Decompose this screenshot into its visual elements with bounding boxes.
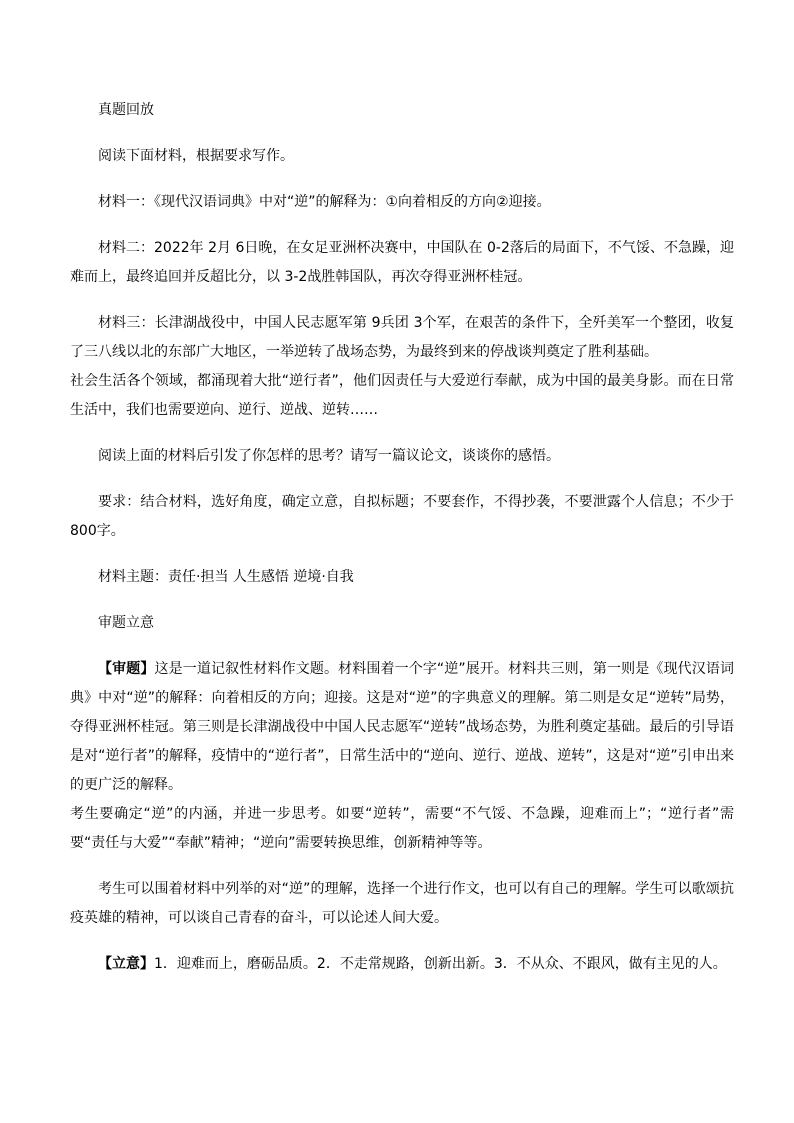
writing-requirements: 要求：结合材料，选好角度，确定立意，自拟标题；不要套作，不得抄袭，不要泄露个人信息；不少于 800字。 bbox=[70, 494, 734, 539]
document-page bbox=[70, 96, 734, 979]
thesis-paragraph bbox=[70, 950, 734, 979]
material-one: 材料一：《现代汉语词典》中对“逆”的解释为：①向着相反的方向②迎接。 bbox=[98, 194, 551, 210]
analysis-paragraph bbox=[70, 655, 734, 800]
analysis-paragraph-3: 考生可以围着材料中列举的对“逆”的理解，选择一个进行作文，也可以有自己的理解。学生可以歌颂抗疫英雄的精神，可以谈自己青春的奋斗，可以论述人间大爱。 bbox=[70, 881, 734, 926]
thesis-label: 【立意】 bbox=[98, 956, 154, 972]
section-heading-review: 真题回放 bbox=[98, 102, 154, 118]
material-society: 社会生活各个领域，都涌现着大批“逆行者”，他们因责任与大爱逆行奉献，成为中国的最美身影。而在日常生活中，我们也需要逆向、逆行、逆战、逆转…… bbox=[70, 373, 734, 418]
material-three: 材料三：长津湖战役中，中国人民志愿军第 9兵团 3个军，在艰苦的条件下，全歼美军一个整团，收复了三八线以北的东部广大地区，一举逆转了战场态势，为最终到来的停战谈判奠定了胜利基础。 bbox=[70, 315, 734, 360]
analysis-label: 【审题】 bbox=[98, 661, 155, 677]
thesis-text: 1．迎难而上，磨砺品质。2．不走常规路，创新出新。3．不从众、不跟风，做有主见的人。 bbox=[154, 956, 727, 972]
section-heading-analysis: 审题立意 bbox=[98, 615, 154, 631]
analysis-paragraph-2: 考生要确定“逆”的内涵，并进一步思考。如要“逆转”，需要“不气馁、不急躁，迎难而上”；“逆行者”需要“责任与大爱”“奉献”精神；“逆向”需要转换思维，创新精神等等。 bbox=[70, 806, 734, 851]
writing-task: 阅读上面的材料后引发了你怎样的思考？请写一篇议论文，谈谈你的感悟。 bbox=[98, 448, 560, 464]
analysis-text: 这是一道记叙性材料作文题。材料围着一个字“逆”展开。材料共三则，第一则是《现代汉语词典》中对“逆”的解释：向着相反的方向；迎接。这是对“逆”的字典意义的理解。第二则是女足“逆转”局势，夺得亚洲杯桂冠。第三则是长津湖战役中中国人民志愿军“逆转”战场态势，为胜利奠定基础。最后的引导语是对“逆行者”的解释，疫情中的“逆行者”，日常生活中的“逆向、逆行、逆战、逆转”，这是对“逆”引申出来的更广泛的解释。 bbox=[70, 661, 735, 793]
material-two: 材料二：2022年 2月 6日晚，在女足亚洲杯决赛中，中国队在 0-2落后的局面下，不气馁、不急躁，迎难而上，最终追回并反超比分，以 3-2战胜韩国队，再次夺得亚洲杯桂冠。 bbox=[70, 240, 734, 285]
prompt-intro: 阅读下面材料，根据要求写作。 bbox=[98, 148, 294, 164]
material-themes: 材料主题：责任·担当 人生感悟 逆境·自我 bbox=[98, 569, 354, 585]
